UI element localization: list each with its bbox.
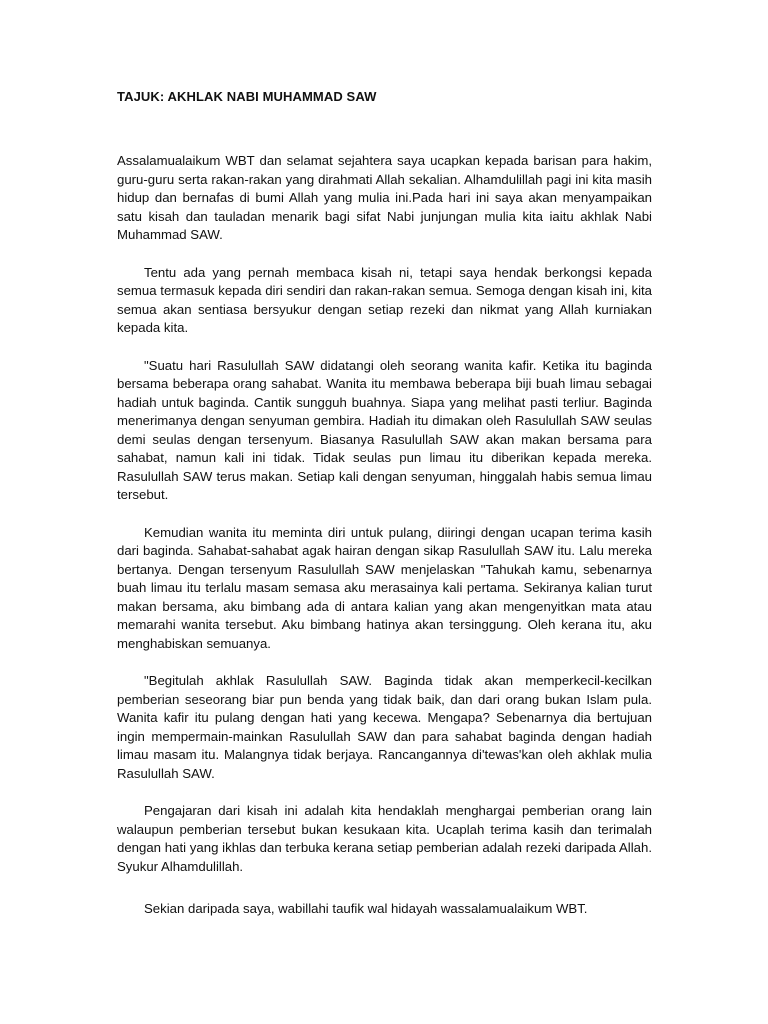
paragraph-introduction: Tentu ada yang pernah membaca kisah ni, tetapi saya hendak berkongsi kepada semua termasuk kepada diri sendiri dan rakan-rakan semua. Semoga dengan kisah ini, kita semua akan sentiasa bersyukur dengan setiap rezeki dan nikmat yang Allah kurniakan kepada kita. — [117, 264, 652, 335]
paragraph-lesson: Pengajaran dari kisah ini adalah kita hendaklah menghargai pemberian orang lain walaupun pemberian tersebut bukan kesukaan kita. Ucaplah terima kasih dan terimalah dengan hati yang ikhlas dan terbuka kerana setiap pemberian adalah rezeki daripada Allah. Syukur Alhamdulillah. — [117, 803, 652, 874]
document-title: TAJUK: AKHLAK NABI MUHAMMAD SAW — [117, 89, 377, 104]
paragraph-story-conclusion: "Begitulah akhlak Rasulullah SAW. Baginda tidak akan memperkecil-kecilkan pemberian seseorang biar pun benda yang tidak baik, dan dari orang bukan Islam pula. Wanita kafir itu pulang dengan hati yang kecewa. Mengapa? Sebenarnya dia bertujuan ingin mempermain-mainkan Rasulullah SAW dan para sahabat baginda dengan hadiah limau masam itu. Malangnya tidak berjaya. Rancangannya di'tewas'kan oleh akhlak mulia Rasulullah SAW. — [117, 673, 652, 781]
paragraph-story-part-2: Kemudian wanita itu meminta diri untuk pulang, diiringi dengan ucapan terima kasih dari baginda. Sahabat-sahabat agak hairan dengan sikap Rasulullah SAW itu. Lalu mereka bertanya. Dengan tersenyum Rasulullah SAW menjelaskan "Tahukah kamu, sebenarnya buah limau itu terlalu masam semasa aku merasainya kali pertama. Sekiranya kalian turut makan bersama, aku bimbang ada di antara kalian yang akan mengenyitkan mata atau memarahi wanita tersebut. Aku bimbang hatinya akan tersinggung. Oleh kerana itu, aku menghabiskan semuanya. — [117, 524, 652, 651]
document-body — [117, 152, 652, 938]
paragraph-greeting: Assalamualaikum WBT dan selamat sejahtera saya ucapkan kepada barisan para hakim, guru-guru serta rakan-rakan yang dirahmati Allah sekalian. Alhamdulillah pagi ini kita masih hidup dan bernafas di bumi Allah yang mulia ini.Pada hari ini saya akan menyampaikan satu kisah dan tauladan menarik bagi sifat Nabi junjungan mulia kita iaitu akhlak Nabi Muhammad SAW. — [117, 153, 652, 242]
paragraph-closing: Sekian daripada saya, wabillahi taufik wal hidayah wassalamualaikum WBT. — [144, 901, 588, 916]
paragraph-story-part-1: "Suatu hari Rasulullah SAW didatangi oleh seorang wanita kafir. Ketika itu baginda bersama beberapa orang sahabat. Wanita itu membawa beberapa biji buah limau sebagai hadiah untuk baginda. Cantik sungguh buahnya. Siapa yang melihat pasti terliur. Baginda menerimanya dengan senyuman gembira. Hadiah itu dimakan oleh Rasulullah SAW seulas demi seulas dengan tersenyum. Biasanya Rasulullah SAW akan makan bersama para sahabat, namun kali ini tidak. Tidak seulas pun limau itu diberikan kepada mereka. Rasulullah SAW terus makan. Setiap kali dengan senyuman, hinggalah habis semua limau tersebut. — [117, 357, 652, 502]
